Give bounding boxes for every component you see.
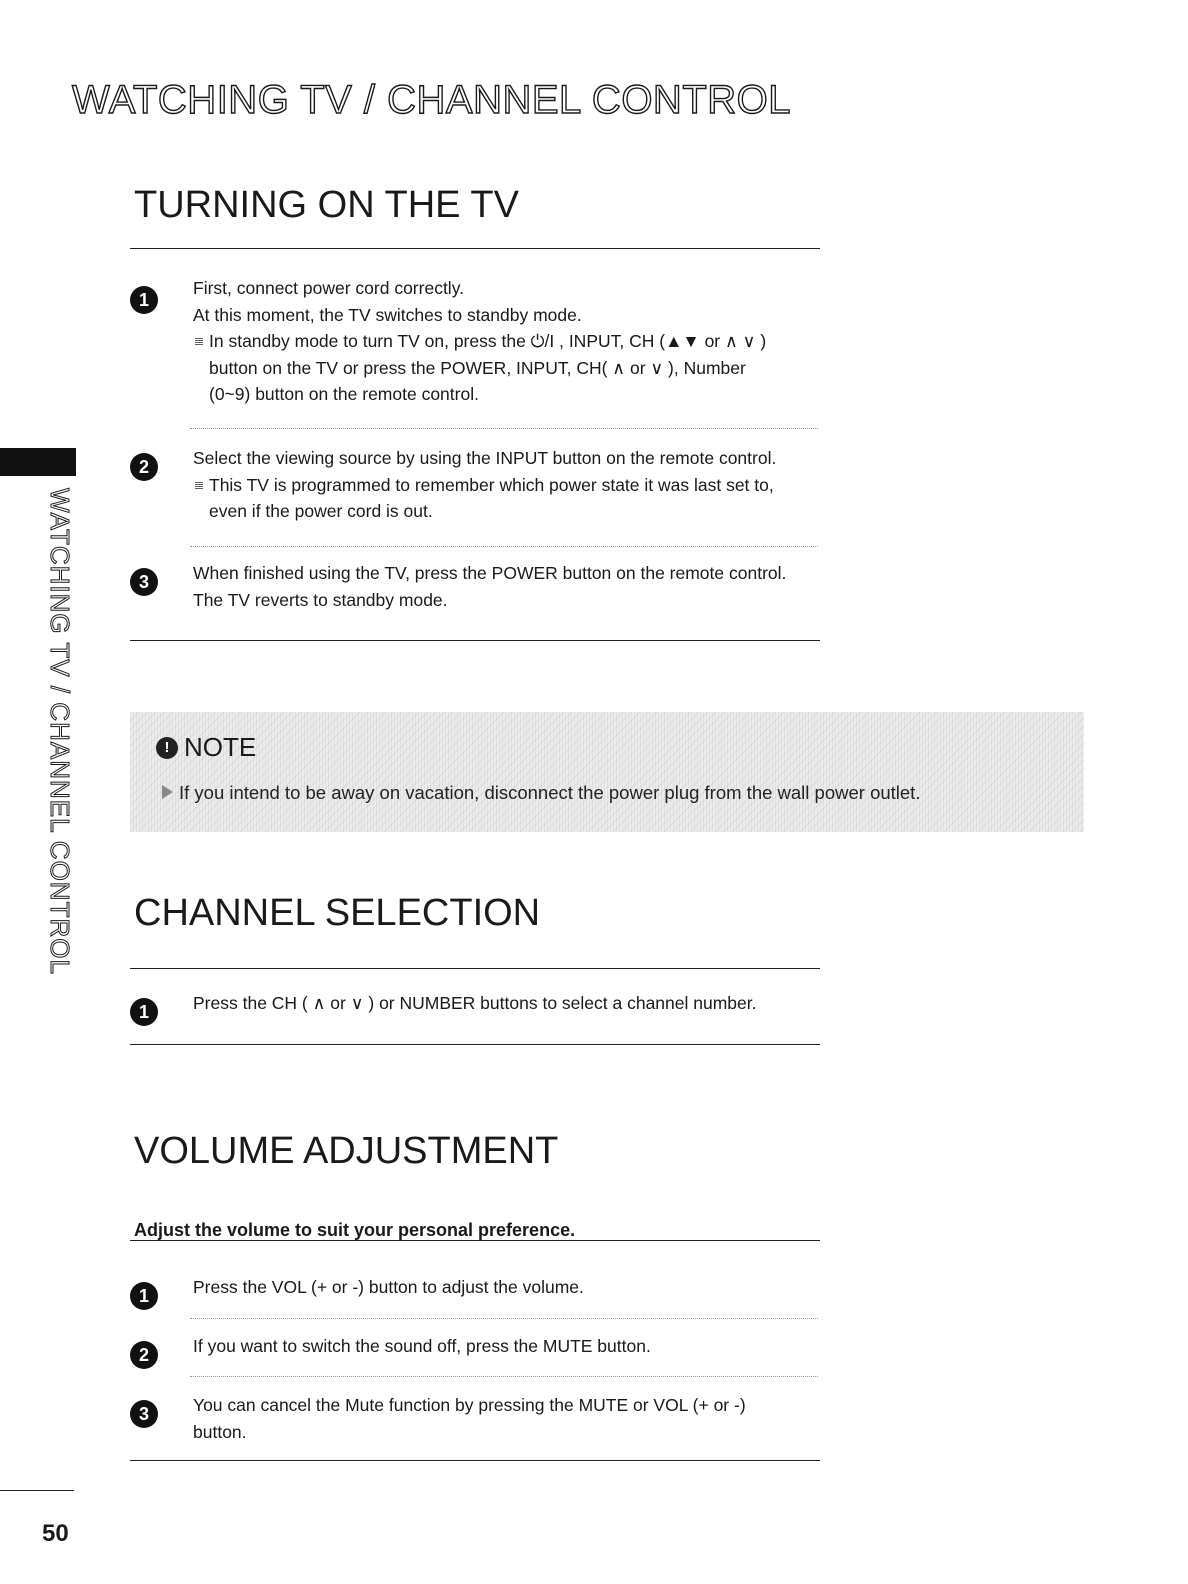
page-number: 50	[42, 1520, 69, 1547]
step-bullet-continued: even if the power cord is out.	[209, 501, 433, 521]
step-text: Press the CH ( ∧ or ∨ ) or NUMBER buttons to select a channel number.	[193, 993, 757, 1013]
step-number-3: 3	[130, 568, 158, 596]
step-3-body	[193, 560, 823, 613]
note-text: If you intend to be away on vacation, disconnect the power plug from the wall power outlet.	[179, 782, 921, 803]
step-1-body	[193, 275, 823, 408]
volume-step-3-body	[193, 1392, 823, 1445]
step-number-1: 1	[130, 1282, 158, 1310]
footer-rule	[0, 1490, 74, 1491]
section-divider	[130, 968, 820, 969]
step-number-2: 2	[130, 1341, 158, 1369]
step-text: If you want to switch the sound off, press the MUTE button.	[193, 1336, 651, 1356]
step-divider	[190, 546, 818, 547]
step-number-3: 3	[130, 1400, 158, 1428]
step-text: You can cancel the Mute function by pressing the MUTE or VOL (+ or -)	[193, 1395, 746, 1415]
section-subtitle: Adjust the volume to suit your personal preference.	[134, 1220, 576, 1240]
step-bullet: In standby mode to turn TV on, press the ⏻/I , INPUT, CH (▲▼ or ∧ ∨ )	[193, 328, 823, 355]
step-number-2: 2	[130, 453, 158, 481]
step-bullet-continued: button on the TV or press the POWER, INPUT, CH( ∧ or ∨ ), Number	[209, 357, 746, 378]
section-divider	[130, 640, 820, 641]
section-title-channel: CHANNEL SELECTION	[134, 892, 541, 934]
step-text: When finished using the TV, press the POWER button on the remote control.	[193, 563, 787, 583]
volume-step-2-body	[193, 1333, 823, 1360]
section-divider	[130, 248, 820, 249]
section-divider	[130, 1460, 820, 1461]
info-icon: !	[156, 737, 178, 759]
section-divider	[130, 1240, 820, 1241]
page-header: WATCHING TV / CHANNEL CONTROL	[72, 78, 791, 122]
step-text: The TV reverts to standby mode.	[193, 589, 448, 610]
step-2-body	[193, 445, 823, 525]
step-text: button.	[193, 1421, 247, 1442]
step-divider	[190, 1376, 818, 1377]
step-text: First, connect power cord correctly.	[193, 278, 465, 298]
side-tab-label: WATCHING TV / CHANNEL CONTROL	[45, 488, 75, 975]
step-divider	[190, 1318, 818, 1319]
section-title-turning-on: TURNING ON THE TV	[134, 184, 519, 226]
side-tab-marker	[0, 448, 76, 476]
volume-step-1-body	[193, 1274, 823, 1301]
note-text-row	[162, 782, 920, 804]
step-number-1: 1	[130, 998, 158, 1026]
step-number-1: 1	[130, 286, 158, 314]
step-divider	[190, 428, 818, 429]
note-header	[156, 732, 256, 763]
note-box	[130, 712, 1084, 832]
step-text: Select the viewing source by using the INPUT button on the remote control.	[193, 448, 777, 468]
section-title-volume: VOLUME ADJUSTMENT	[134, 1130, 559, 1172]
section-divider	[130, 1044, 820, 1045]
step-bullet: This TV is programmed to remember which power state it was last set to,	[193, 472, 823, 499]
triangle-bullet-icon	[162, 785, 173, 799]
channel-step-1-body	[193, 990, 823, 1017]
step-text: At this moment, the TV switches to standby mode.	[193, 304, 582, 325]
note-title: NOTE	[184, 732, 257, 762]
step-text: Press the VOL (+ or -) button to adjust the volume.	[193, 1277, 584, 1297]
step-bullet-continued: (0~9) button on the remote control.	[209, 384, 479, 404]
